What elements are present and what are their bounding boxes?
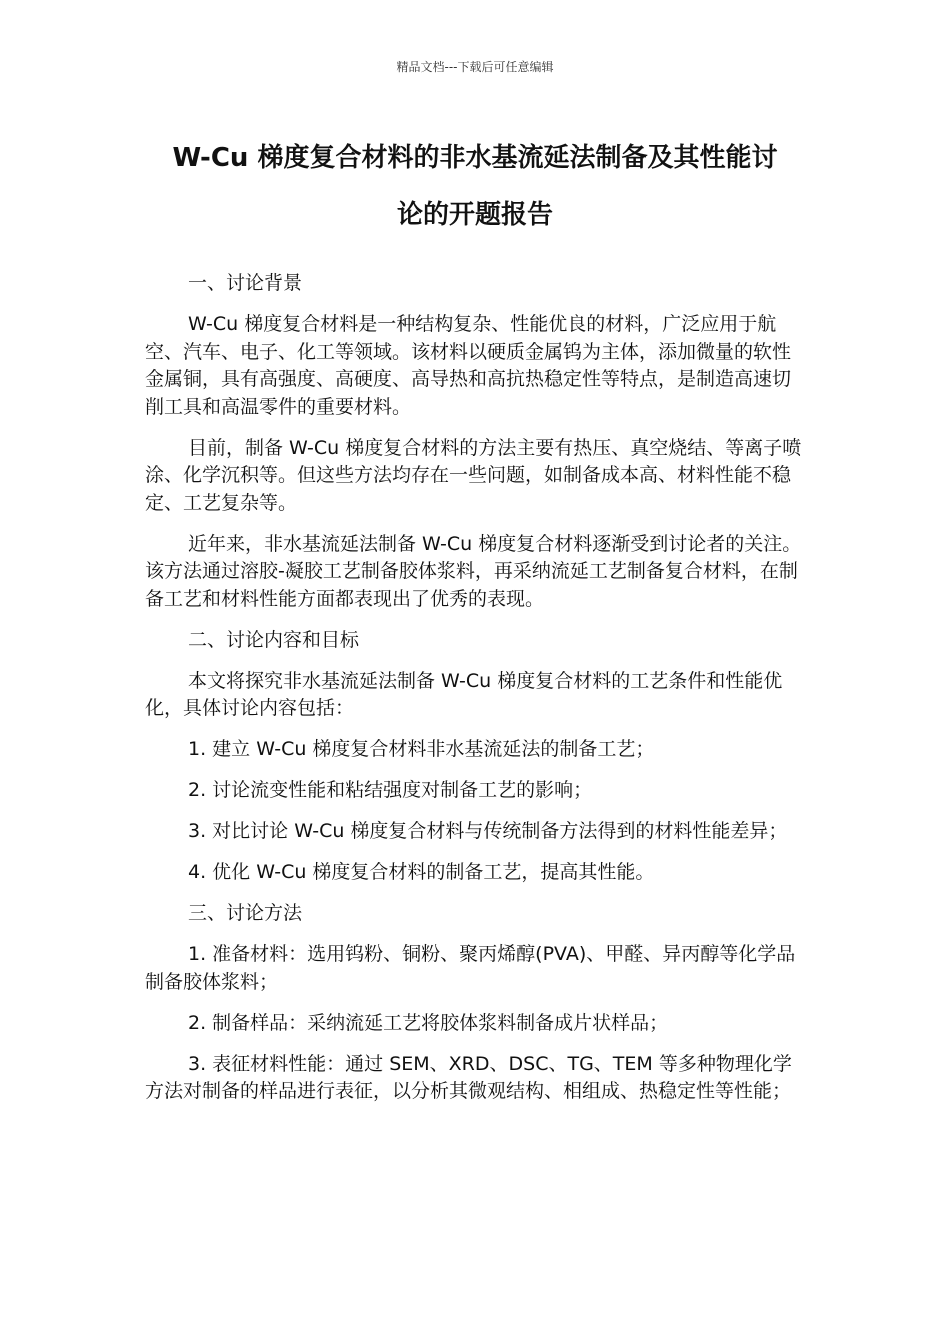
header-note: 精品文档---下载后可任意编辑	[396, 60, 554, 74]
list-item-content-3: 3. 对比讨论 W-Cu 梯度复合材料与传统制备方法得到的材料性能差异；	[188, 820, 788, 842]
list-item-content-1: 1. 建立 W-Cu 梯度复合材料非水基流延法的制备工艺；	[188, 738, 655, 760]
section-heading-background: 一、讨论背景	[188, 272, 303, 294]
paragraph-background-1: W-Cu 梯度复合材料是一种结构复杂、性能优良的材料，广泛应用于航空、汽车、电子、化工等领域。该材料以硬质金属钨为主体，添加微量的软性金属铜，具有高强度、高硬度、高导热和高抗热稳定性等特点，是制造高速切削工具和高温零件的重要材料。	[145, 313, 792, 418]
section-heading-method: 三、讨论方法	[188, 902, 303, 924]
document-title-line-1: W-Cu 梯度复合材料的非水基流延法制备及其性能讨	[172, 143, 778, 173]
document-body	[145, 270, 805, 1119]
document-title-line-2: 论的开题报告	[396, 200, 553, 230]
list-item-method-1: 1. 准备材料：选用钨粉、铜粉、聚丙烯醇(PVA)、甲醛、异丙醇等化学品制备胶体浆料；	[145, 943, 796, 993]
list-item-content-4: 4. 优化 W-Cu 梯度复合材料的制备工艺，提高其性能。	[188, 861, 655, 883]
paragraph-background-2: 目前，制备 W-Cu 梯度复合材料的方法主要有热压、真空烧结、等离子喷涂、化学沉积等。但这些方法均存在一些问题，如制备成本高、材料性能不稳定、工艺复杂等。	[145, 436, 802, 514]
paragraph-background-3: 近年来，非水基流延法制备 W-Cu 梯度复合材料逐渐受到讨论者的关注。该方法通过溶胶-凝胶工艺制备胶体浆料，再采纳流延工艺制备复合材料，在制备工艺和材料性能方面都表现出了优秀的表现。	[145, 532, 802, 610]
list-item-method-2: 2. 制备样品：采纳流延工艺将胶体浆料制备成片状样品；	[188, 1011, 669, 1034]
section-heading-content: 二、讨论内容和目标	[188, 628, 360, 651]
list-item-content-2: 2. 讨论流变性能和粘结强度对制备工艺的影响；	[188, 779, 593, 801]
list-item-method-3: 3. 表征材料性能：通过 SEM、XRD、DSC、TG、TEM 等多种物理化学方法对制备的样品进行表征，以分析其微观结构、相组成、热稳定性等性能；	[145, 1052, 792, 1102]
paragraph-content-intro: 本文将探究非水基流延法制备 W-Cu 梯度复合材料的工艺条件和性能优化，具体讨论内容包括：	[145, 669, 783, 719]
